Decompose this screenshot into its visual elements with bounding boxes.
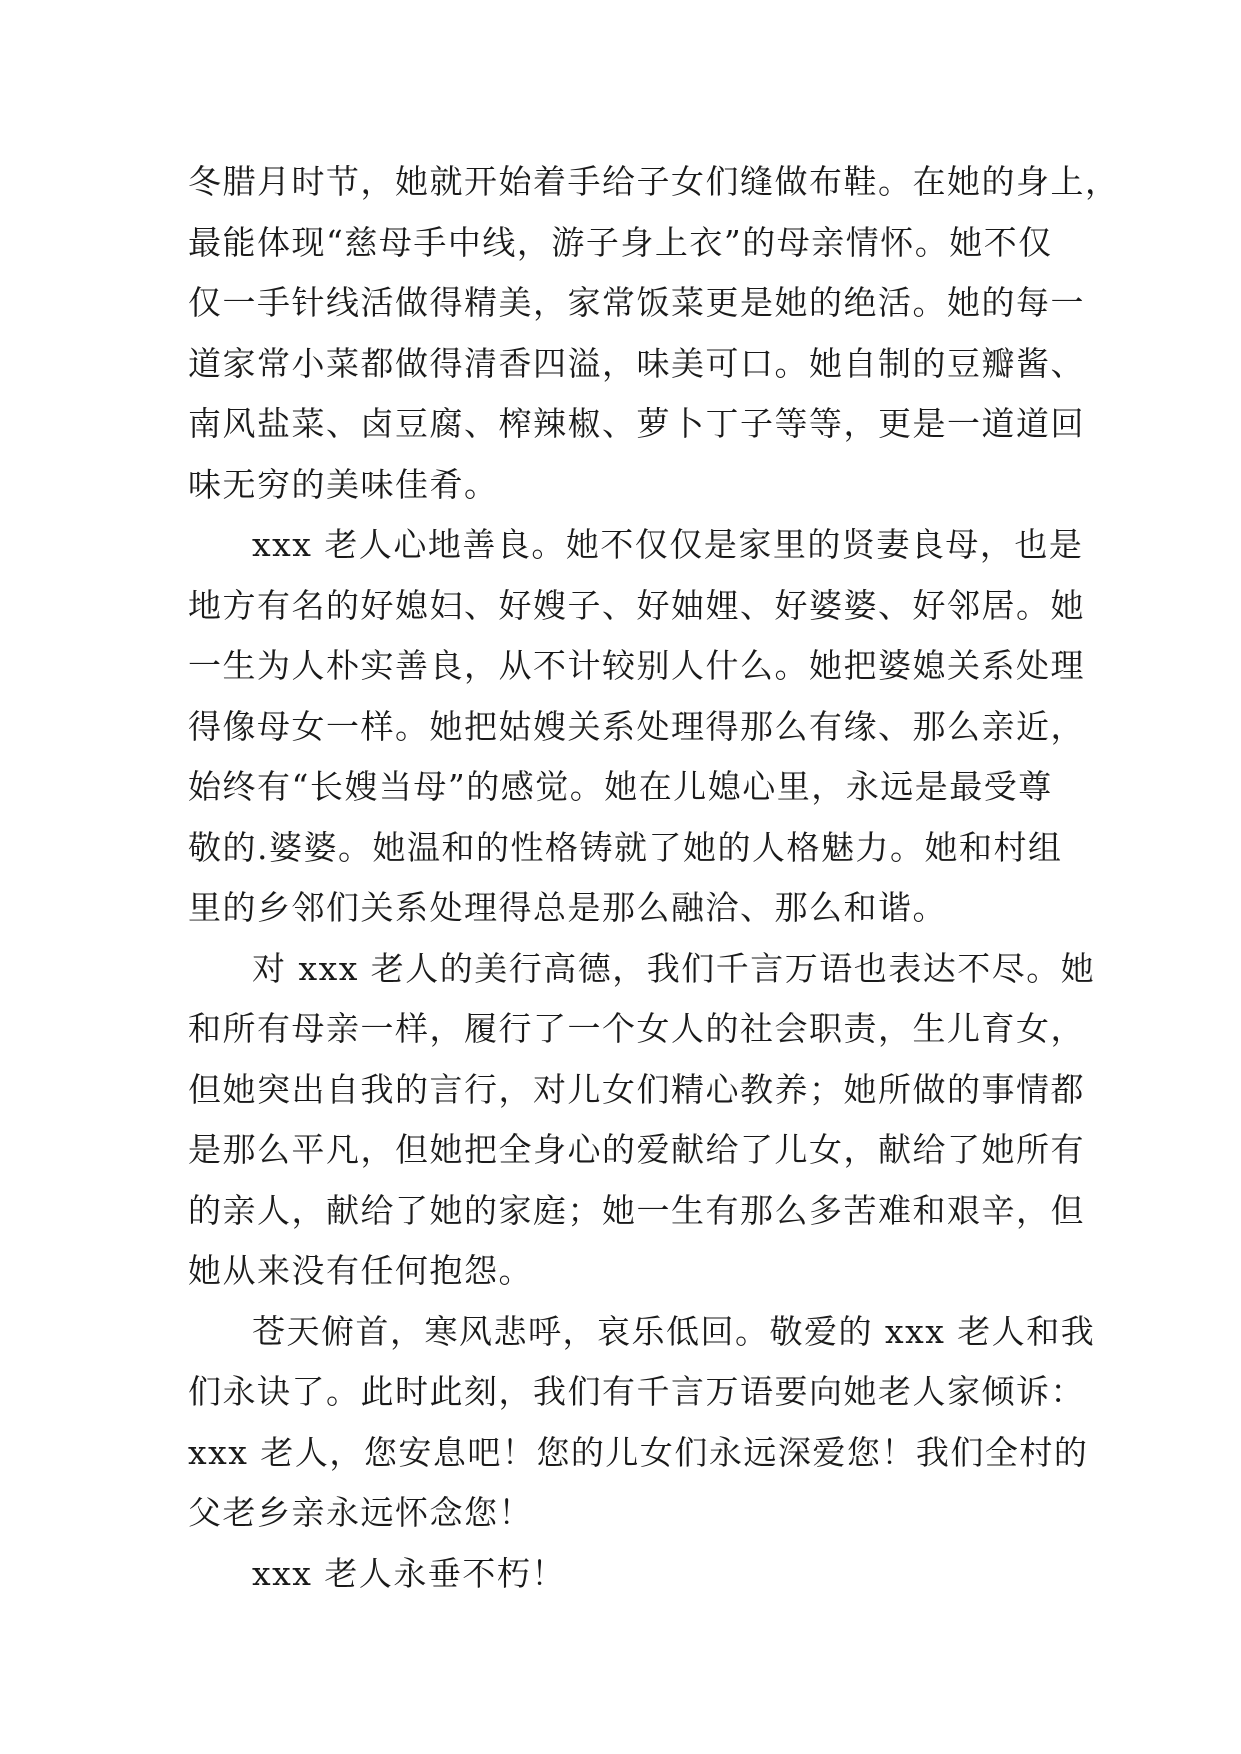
text-line: 但她突出自我的言行，对儿女们精心教养；她所做的事情都 <box>188 1069 1085 1109</box>
text-line: xxx 老人心地善良。她不仅仅是家里的贤妻良母，也是 <box>252 525 1084 564</box>
text-line: 一生为人朴实善良，从不计较别人什么。她把婆媳关系处理 <box>188 646 1085 685</box>
text-line: 仅一手针线活做得精美，家常饭菜更是她的绝活。她的每一 <box>188 283 1085 322</box>
text-line: xxx 老人永垂不朽！ <box>252 1553 566 1593</box>
text-line: 的亲人，献给了她的家庭；她一生有那么多苦难和艰辛，但 <box>188 1190 1085 1230</box>
paragraph <box>188 152 1120 515</box>
text-line: xxx 老人，您安息吧！您的儿女们永远深爱您！我们全村的 <box>188 1432 1089 1472</box>
text-line: 父老乡亲永远怀念您！ <box>188 1493 533 1532</box>
text-line: 始终有“长嫂当母”的感觉。她在儿媳心里，永远是最受尊 <box>188 767 1053 806</box>
text-line: 道家常小菜都做得清香四溢，味美可口。她自制的豆瓣酱、 <box>188 343 1085 383</box>
text-line: 她从来没有任何抱怨。 <box>188 1251 533 1290</box>
text-line: 地方有名的好媳妇、好嫂子、好妯娌、好婆婆、好邻居。她 <box>188 585 1085 625</box>
text-line: 冬腊月时节，她就开始着手给子女们缝做布鞋。在她的身上， <box>188 162 1120 201</box>
text-line: 们永诀了。此时此刻，我们有千言万语要向她老人家倾诉： <box>188 1372 1085 1411</box>
text-line: 和所有母亲一样，履行了一个女人的社会职责，生儿育女， <box>188 1009 1085 1048</box>
text-line: 南风盐菜、卤豆腐、榨辣椒、萝卜丁子等等，更是一道道回 <box>188 404 1085 443</box>
paragraph <box>188 1302 1096 1544</box>
text-line: 得像母女一样。她把姑嫂关系处理得那么有缘、那么亲近， <box>188 706 1085 746</box>
text-line: 里的乡邻们关系处理得总是那么融洽、那么和谐。 <box>188 888 947 927</box>
text-line: 敬的.婆婆。她温和的性格铸就了她的人格魅力。她和村组 <box>188 827 1063 867</box>
text-line: 味无穷的美味佳肴。 <box>188 464 499 504</box>
body-text <box>188 152 1120 1604</box>
paragraph <box>188 1544 1058 1605</box>
text-line: 最能体现“慈母手中线，游子身上衣”的母亲情怀。她不仅 <box>188 222 1053 262</box>
paragraph <box>188 515 1085 939</box>
text-line: 对 xxx 老人的美行高德，我们千言万语也表达不尽。她 <box>252 948 1096 988</box>
text-line: 苍天俯首，寒风悲呼，哀乐低回。敬爱的 xxx 老人和我 <box>252 1311 1096 1351</box>
paragraph <box>188 939 1096 1302</box>
text-line: 是那么平凡，但她把全身心的爱献给了儿女，献给了她所有 <box>188 1130 1085 1169</box>
